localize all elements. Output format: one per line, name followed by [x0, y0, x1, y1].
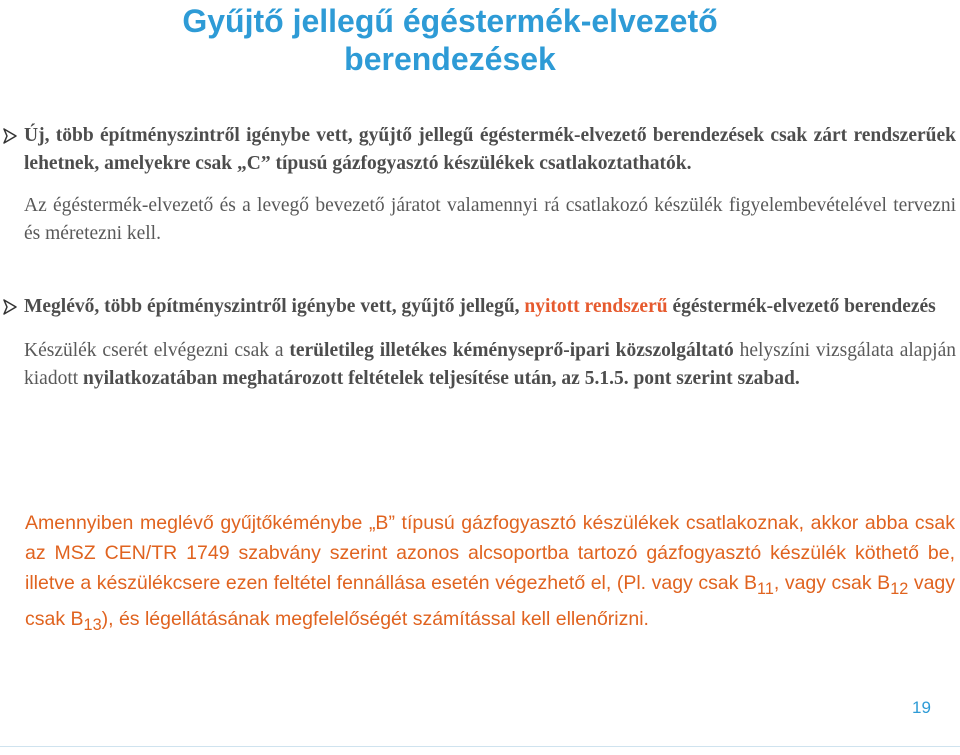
- paragraph-replacement-conditions: [24, 337, 956, 393]
- bullet-text-new-systems: Új, több építményszintről igénybe vett, gyűjtő jellegű égéstermék-elvezető berendezések csak zárt rendszerűek lehetnek, amelyekre csak „C” típusú gázfogyasztó készülékek csatlakoztathatók.: [24, 125, 956, 174]
- paragraph-design-requirement: Az égéstermék-elvezető és a levegő bevezető járatot valamennyi rá csatlakozó készülék figyelembevételével tervezni és méretezni kell.: [24, 195, 956, 244]
- note-part4: ), és légellátásának megfelelőségét számítással kell ellenőrizni.: [101, 607, 649, 630]
- subscript-11: 11: [757, 579, 774, 598]
- bullet-text-part2: égéstermék-elvezető berendezés: [667, 296, 936, 317]
- subscript-13: 13: [83, 615, 102, 634]
- footer-divider: [0, 746, 960, 747]
- para-bold-authority: területileg illetékes kéményseprő-ipari közszolgáltató: [289, 340, 734, 361]
- bullet-text-part1: Meglévő, több építményszintről igénybe vett, gyűjtő jellegű,: [24, 296, 525, 317]
- bullet-text-existing-systems: [24, 293, 956, 321]
- section-existing-systems: [24, 293, 956, 393]
- page-number: 19: [912, 698, 931, 717]
- arrowhead-bullet-icon: [2, 128, 18, 144]
- para-bold-conditions: nyilatkozatában meghatározott feltételek teljesítése után, az 5.1.5. pont szerint szabad.: [83, 368, 800, 389]
- note-part3: vagy csak B: [25, 572, 956, 630]
- para-part2: helyszíni vizsgálata alapján kiadott: [24, 340, 956, 389]
- note-type-b-appliances: [25, 508, 955, 640]
- note-part2: , vagy csak B: [773, 572, 891, 594]
- section-new-systems: [24, 122, 956, 248]
- open-system-highlight: nyitott rendszerű: [524, 296, 668, 317]
- note-part1: Amennyiben meglévő gyűjtőkéménybe „B” típusú gázfogyasztó készülékek csatlakoznak, akkor abba csak az MSZ CEN/TR 1749 szabvány szerint azonos alcsoportba tartozó gázfogyasztó készülék köthető be, illetve a készülékcsere ezen feltétel fennállása esetén végezhető el, (Pl. vagy csak B: [25, 512, 955, 594]
- page-title-line1: Gyűjtő jellegű égéstermék-elvezető: [182, 3, 718, 39]
- page-title-line2: berendezések: [344, 41, 556, 77]
- arrowhead-bullet-icon: [2, 299, 18, 315]
- page-title: [0, 2, 900, 78]
- para-part1: Készülék cserét elvégezni csak a: [24, 340, 290, 361]
- subscript-12: 12: [890, 579, 909, 598]
